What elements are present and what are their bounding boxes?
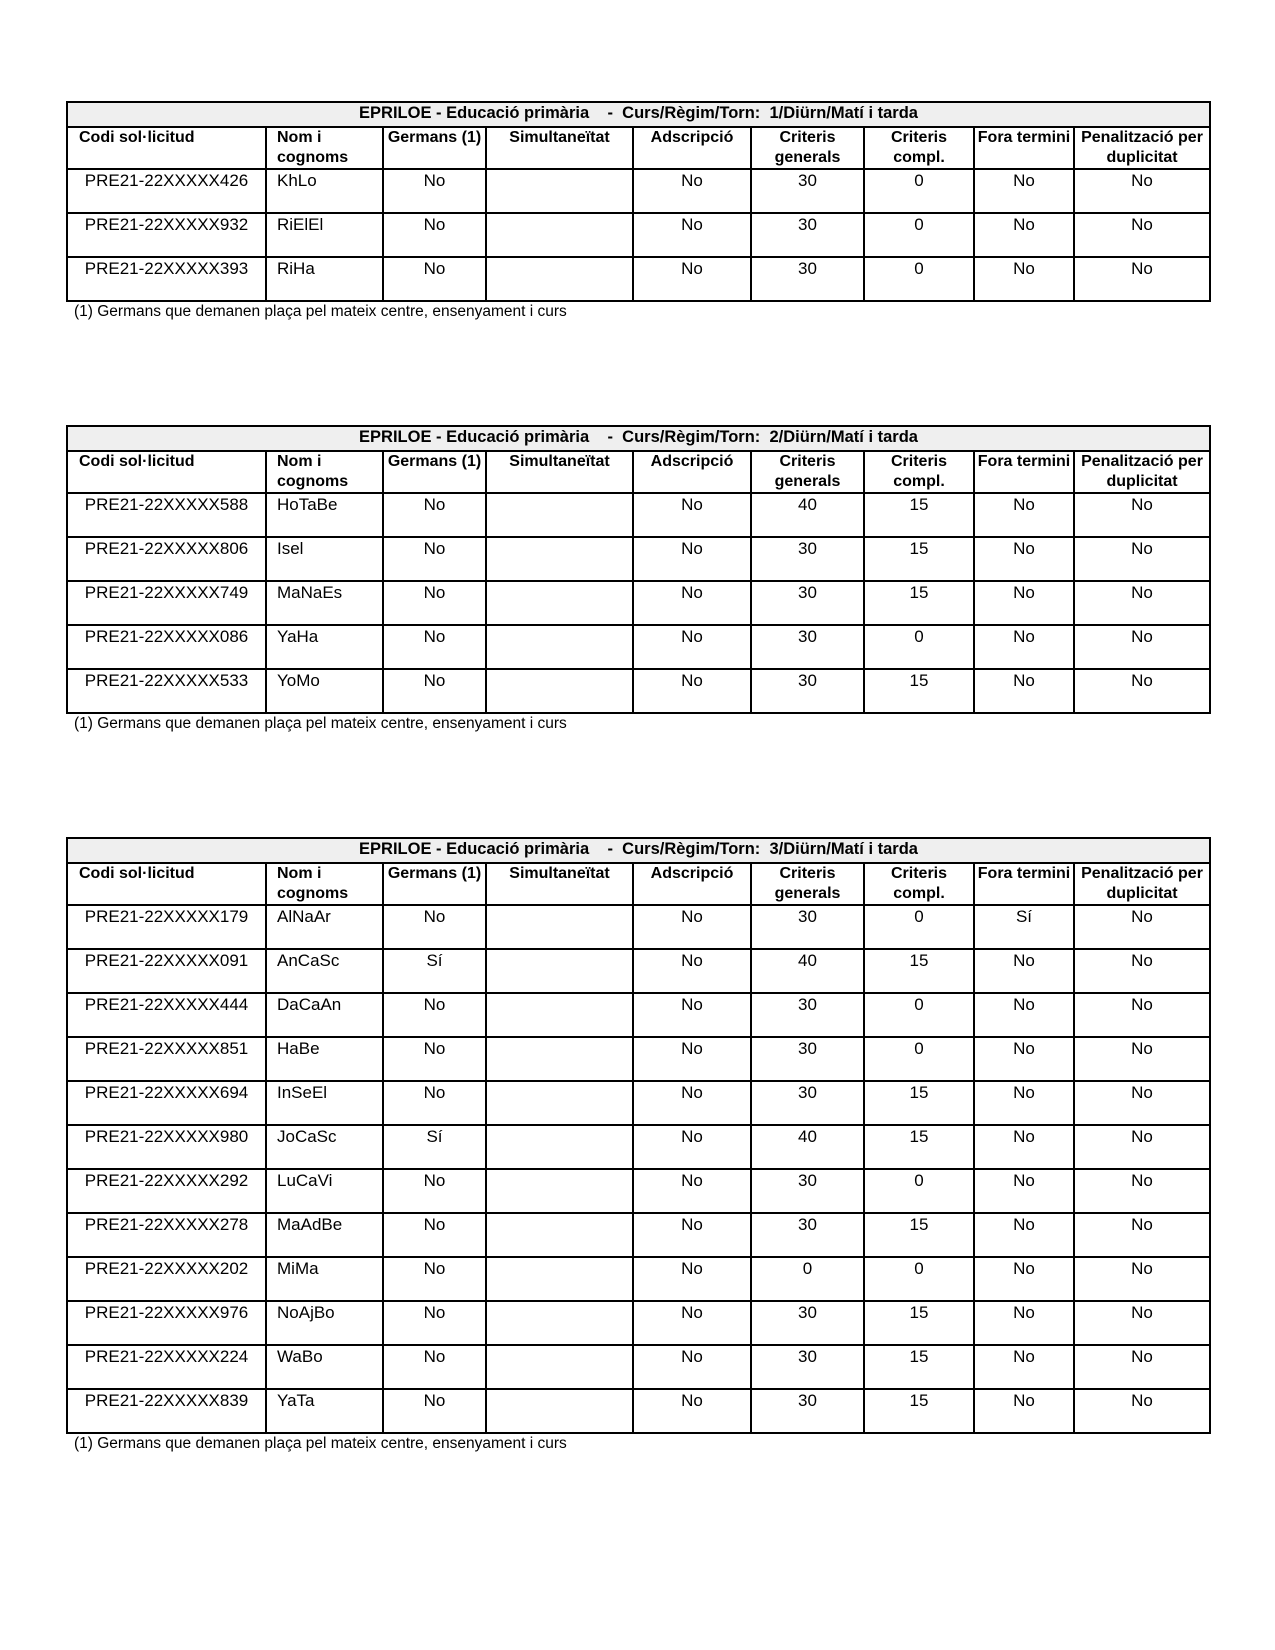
column-header-siblings: Germans (1) [383, 451, 486, 493]
cell-general-criteria: 30 [751, 1345, 864, 1389]
cell-name: MaAdBe [266, 1213, 383, 1257]
cell-name: AlNaAr [266, 905, 383, 949]
cell-duplicate-penalty: No [1074, 993, 1210, 1037]
cell-complementary-criteria: 15 [864, 537, 974, 581]
cell-name: MiMa [266, 1257, 383, 1301]
cell-complementary-criteria: 15 [864, 1301, 974, 1345]
admission-table-block [66, 837, 1209, 1453]
cell-out-of-term: No [974, 1081, 1074, 1125]
cell-request-code: PRE21-22XXXXX091 [67, 949, 266, 993]
cell-complementary-criteria: 15 [864, 949, 974, 993]
cell-duplicate-penalty: No [1074, 169, 1210, 213]
table-row [67, 1257, 1210, 1301]
cell-name: HaBe [266, 1037, 383, 1081]
column-header-complementary-criteria: Criteris compl. [864, 863, 974, 905]
cell-siblings: No [383, 625, 486, 669]
column-header-name: Nom i cognoms [266, 863, 383, 905]
column-header-assignment: Adscripció [633, 451, 751, 493]
table-row [67, 1125, 1210, 1169]
cell-siblings: No [383, 1037, 486, 1081]
cell-request-code: PRE21-22XXXXX393 [67, 257, 266, 301]
cell-out-of-term: No [974, 257, 1074, 301]
cell-duplicate-penalty: No [1074, 1213, 1210, 1257]
cell-request-code: PRE21-22XXXXX806 [67, 537, 266, 581]
column-header-complementary-criteria: Criteris compl. [864, 127, 974, 169]
cell-request-code: PRE21-22XXXXX980 [67, 1125, 266, 1169]
cell-simultaneity [486, 1037, 633, 1081]
admission-table-block [66, 425, 1209, 733]
table-row [67, 213, 1210, 257]
cell-general-criteria: 30 [751, 905, 864, 949]
cell-name: HoTaBe [266, 493, 383, 537]
admission-table [66, 425, 1211, 714]
cell-assignment: No [633, 1037, 751, 1081]
cell-assignment: No [633, 1301, 751, 1345]
column-header-general-criteria: Criteris generals [751, 863, 864, 905]
cell-simultaneity [486, 993, 633, 1037]
cell-complementary-criteria: 0 [864, 213, 974, 257]
cell-simultaneity [486, 581, 633, 625]
cell-name: RiHa [266, 257, 383, 301]
cell-duplicate-penalty: No [1074, 1169, 1210, 1213]
cell-complementary-criteria: 15 [864, 1345, 974, 1389]
cell-assignment: No [633, 1213, 751, 1257]
cell-complementary-criteria: 0 [864, 993, 974, 1037]
column-header-siblings: Germans (1) [383, 863, 486, 905]
table-row [67, 257, 1210, 301]
cell-out-of-term: No [974, 1169, 1074, 1213]
cell-request-code: PRE21-22XXXXX292 [67, 1169, 266, 1213]
table-row [67, 1081, 1210, 1125]
cell-request-code: PRE21-22XXXXX179 [67, 905, 266, 949]
cell-request-code: PRE21-22XXXXX278 [67, 1213, 266, 1257]
cell-request-code: PRE21-22XXXXX851 [67, 1037, 266, 1081]
cell-siblings: No [383, 169, 486, 213]
cell-duplicate-penalty: No [1074, 905, 1210, 949]
cell-general-criteria: 40 [751, 493, 864, 537]
cell-simultaneity [486, 537, 633, 581]
cell-simultaneity [486, 169, 633, 213]
cell-out-of-term: No [974, 993, 1074, 1037]
cell-siblings: No [383, 1169, 486, 1213]
cell-siblings: No [383, 1389, 486, 1433]
column-header-complementary-criteria: Criteris compl. [864, 451, 974, 493]
cell-name: YaHa [266, 625, 383, 669]
cell-duplicate-penalty: No [1074, 1257, 1210, 1301]
cell-out-of-term: No [974, 169, 1074, 213]
column-header-general-criteria: Criteris generals [751, 451, 864, 493]
cell-simultaneity [486, 213, 633, 257]
cell-complementary-criteria: 0 [864, 257, 974, 301]
cell-general-criteria: 40 [751, 1125, 864, 1169]
cell-complementary-criteria: 15 [864, 493, 974, 537]
cell-request-code: PRE21-22XXXXX444 [67, 993, 266, 1037]
cell-assignment: No [633, 905, 751, 949]
cell-general-criteria: 30 [751, 625, 864, 669]
cell-assignment: No [633, 949, 751, 993]
cell-complementary-criteria: 0 [864, 905, 974, 949]
cell-name: DaCaAn [266, 993, 383, 1037]
cell-siblings: No [383, 1257, 486, 1301]
cell-siblings: No [383, 1345, 486, 1389]
cell-name: RiElEl [266, 213, 383, 257]
column-header-out-of-term: Fora termini [974, 451, 1074, 493]
cell-out-of-term: No [974, 581, 1074, 625]
cell-general-criteria: 0 [751, 1257, 864, 1301]
cell-simultaneity [486, 1345, 633, 1389]
column-header-out-of-term: Fora termini [974, 127, 1074, 169]
cell-simultaneity [486, 905, 633, 949]
cell-assignment: No [633, 669, 751, 713]
cell-request-code: PRE21-22XXXXX533 [67, 669, 266, 713]
cell-out-of-term: No [974, 537, 1074, 581]
cell-siblings: No [383, 669, 486, 713]
cell-name: YoMo [266, 669, 383, 713]
cell-general-criteria: 30 [751, 257, 864, 301]
cell-request-code: PRE21-22XXXXX694 [67, 1081, 266, 1125]
cell-general-criteria: 30 [751, 1037, 864, 1081]
cell-general-criteria: 30 [751, 537, 864, 581]
cell-out-of-term: No [974, 1037, 1074, 1081]
cell-complementary-criteria: 0 [864, 169, 974, 213]
cell-complementary-criteria: 15 [864, 1125, 974, 1169]
cell-general-criteria: 30 [751, 993, 864, 1037]
table-row [67, 1389, 1210, 1433]
cell-siblings: Sí [383, 949, 486, 993]
cell-request-code: PRE21-22XXXXX588 [67, 493, 266, 537]
table-row [67, 949, 1210, 993]
cell-assignment: No [633, 537, 751, 581]
cell-name: NoAjBo [266, 1301, 383, 1345]
cell-siblings: No [383, 537, 486, 581]
cell-siblings: No [383, 213, 486, 257]
cell-simultaneity [486, 1213, 633, 1257]
cell-name: JoCaSc [266, 1125, 383, 1169]
cell-out-of-term: No [974, 1345, 1074, 1389]
cell-siblings: No [383, 581, 486, 625]
column-header-duplicate-penalty: Penalització per duplicitat [1074, 451, 1210, 493]
cell-siblings: No [383, 1301, 486, 1345]
cell-assignment: No [633, 493, 751, 537]
cell-assignment: No [633, 1169, 751, 1213]
admission-table [66, 837, 1211, 1434]
table-row [67, 1169, 1210, 1213]
table-row [67, 493, 1210, 537]
cell-duplicate-penalty: No [1074, 1037, 1210, 1081]
cell-simultaneity [486, 949, 633, 993]
cell-simultaneity [486, 1301, 633, 1345]
cell-request-code: PRE21-22XXXXX749 [67, 581, 266, 625]
cell-duplicate-penalty: No [1074, 213, 1210, 257]
cell-complementary-criteria: 15 [864, 1081, 974, 1125]
cell-duplicate-penalty: No [1074, 625, 1210, 669]
cell-general-criteria: 40 [751, 949, 864, 993]
cell-assignment: No [633, 993, 751, 1037]
cell-general-criteria: 30 [751, 581, 864, 625]
cell-assignment: No [633, 169, 751, 213]
cell-siblings: No [383, 993, 486, 1037]
cell-duplicate-penalty: No [1074, 1125, 1210, 1169]
cell-duplicate-penalty: No [1074, 949, 1210, 993]
cell-out-of-term: No [974, 1213, 1074, 1257]
cell-name: Isel [266, 537, 383, 581]
column-header-name: Nom i cognoms [266, 127, 383, 169]
column-header-siblings: Germans (1) [383, 127, 486, 169]
table-row [67, 1301, 1210, 1345]
cell-general-criteria: 30 [751, 669, 864, 713]
cell-complementary-criteria: 15 [864, 1389, 974, 1433]
cell-request-code: PRE21-22XXXXX426 [67, 169, 266, 213]
cell-out-of-term: No [974, 493, 1074, 537]
cell-duplicate-penalty: No [1074, 1081, 1210, 1125]
admission-table [66, 101, 1211, 302]
table-row [67, 1345, 1210, 1389]
cell-out-of-term: No [974, 1389, 1074, 1433]
cell-out-of-term: No [974, 949, 1074, 993]
column-header-assignment: Adscripció [633, 863, 751, 905]
cell-request-code: PRE21-22XXXXX932 [67, 213, 266, 257]
cell-complementary-criteria: 15 [864, 1213, 974, 1257]
cell-simultaneity [486, 1081, 633, 1125]
cell-request-code: PRE21-22XXXXX202 [67, 1257, 266, 1301]
cell-siblings: No [383, 493, 486, 537]
cell-general-criteria: 30 [751, 169, 864, 213]
cell-name: AnCaSc [266, 949, 383, 993]
column-header-simultaneity: Simultaneïtat [486, 863, 633, 905]
table-row [67, 169, 1210, 213]
table-row [67, 669, 1210, 713]
cell-siblings: No [383, 257, 486, 301]
table-row [67, 581, 1210, 625]
cell-request-code: PRE21-22XXXXX976 [67, 1301, 266, 1345]
cell-assignment: No [633, 1081, 751, 1125]
cell-duplicate-penalty: No [1074, 1389, 1210, 1433]
cell-simultaneity [486, 257, 633, 301]
cell-name: WaBo [266, 1345, 383, 1389]
cell-out-of-term: No [974, 669, 1074, 713]
cell-general-criteria: 30 [751, 1389, 864, 1433]
footnote: (1) Germans que demanen plaça pel mateix centre, ensenyament i curs [74, 1435, 567, 1452]
column-header-general-criteria: Criteris generals [751, 127, 864, 169]
table-title: EPRILOE - Educació primària - Curs/Règim/Torn: 1/Diürn/Matí i tarda [67, 102, 1210, 127]
column-header-simultaneity: Simultaneïtat [486, 127, 633, 169]
footnote: (1) Germans que demanen plaça pel mateix centre, ensenyament i curs [74, 303, 567, 320]
cell-simultaneity [486, 1389, 633, 1433]
cell-out-of-term: No [974, 625, 1074, 669]
cell-out-of-term: No [974, 213, 1074, 257]
cell-out-of-term: Sí [974, 905, 1074, 949]
cell-request-code: PRE21-22XXXXX086 [67, 625, 266, 669]
cell-complementary-criteria: 0 [864, 1169, 974, 1213]
table-row [67, 993, 1210, 1037]
cell-complementary-criteria: 0 [864, 1257, 974, 1301]
cell-siblings: No [383, 1213, 486, 1257]
table-row [67, 905, 1210, 949]
cell-duplicate-penalty: No [1074, 1301, 1210, 1345]
cell-duplicate-penalty: No [1074, 493, 1210, 537]
cell-duplicate-penalty: No [1074, 581, 1210, 625]
cell-simultaneity [486, 1257, 633, 1301]
cell-assignment: No [633, 1125, 751, 1169]
column-header-assignment: Adscripció [633, 127, 751, 169]
table-row [67, 1037, 1210, 1081]
cell-siblings: Sí [383, 1125, 486, 1169]
cell-complementary-criteria: 0 [864, 625, 974, 669]
cell-assignment: No [633, 581, 751, 625]
admission-table-block [66, 101, 1209, 321]
column-header-request-code: Codi sol·licitud [67, 863, 266, 905]
cell-general-criteria: 30 [751, 1301, 864, 1345]
cell-general-criteria: 30 [751, 1213, 864, 1257]
cell-name: LuCaVi [266, 1169, 383, 1213]
cell-duplicate-penalty: No [1074, 537, 1210, 581]
cell-duplicate-penalty: No [1074, 669, 1210, 713]
cell-simultaneity [486, 493, 633, 537]
column-header-out-of-term: Fora termini [974, 863, 1074, 905]
cell-assignment: No [633, 1389, 751, 1433]
cell-complementary-criteria: 15 [864, 669, 974, 713]
cell-out-of-term: No [974, 1301, 1074, 1345]
cell-name: KhLo [266, 169, 383, 213]
cell-assignment: No [633, 1257, 751, 1301]
cell-duplicate-penalty: No [1074, 257, 1210, 301]
column-header-request-code: Codi sol·licitud [67, 127, 266, 169]
cell-simultaneity [486, 1125, 633, 1169]
cell-siblings: No [383, 1081, 486, 1125]
column-header-simultaneity: Simultaneïtat [486, 451, 633, 493]
cell-complementary-criteria: 15 [864, 581, 974, 625]
cell-out-of-term: No [974, 1125, 1074, 1169]
table-row [67, 625, 1210, 669]
cell-complementary-criteria: 0 [864, 1037, 974, 1081]
cell-siblings: No [383, 905, 486, 949]
cell-assignment: No [633, 213, 751, 257]
cell-duplicate-penalty: No [1074, 1345, 1210, 1389]
column-header-duplicate-penalty: Penalització per duplicitat [1074, 127, 1210, 169]
column-header-name: Nom i cognoms [266, 451, 383, 493]
cell-general-criteria: 30 [751, 1081, 864, 1125]
table-row [67, 1213, 1210, 1257]
cell-assignment: No [633, 625, 751, 669]
cell-general-criteria: 30 [751, 213, 864, 257]
column-header-request-code: Codi sol·licitud [67, 451, 266, 493]
cell-simultaneity [486, 625, 633, 669]
cell-name: YaTa [266, 1389, 383, 1433]
footnote: (1) Germans que demanen plaça pel mateix centre, ensenyament i curs [74, 715, 567, 732]
cell-name: InSeEl [266, 1081, 383, 1125]
cell-out-of-term: No [974, 1257, 1074, 1301]
cell-request-code: PRE21-22XXXXX839 [67, 1389, 266, 1433]
table-title: EPRILOE - Educació primària - Curs/Règim/Torn: 3/Diürn/Matí i tarda [67, 838, 1210, 863]
cell-request-code: PRE21-22XXXXX224 [67, 1345, 266, 1389]
cell-name: MaNaEs [266, 581, 383, 625]
cell-simultaneity [486, 1169, 633, 1213]
cell-assignment: No [633, 1345, 751, 1389]
cell-assignment: No [633, 257, 751, 301]
cell-general-criteria: 30 [751, 1169, 864, 1213]
cell-simultaneity [486, 669, 633, 713]
column-header-duplicate-penalty: Penalització per duplicitat [1074, 863, 1210, 905]
table-row [67, 537, 1210, 581]
table-title: EPRILOE - Educació primària - Curs/Règim/Torn: 2/Diürn/Matí i tarda [67, 426, 1210, 451]
